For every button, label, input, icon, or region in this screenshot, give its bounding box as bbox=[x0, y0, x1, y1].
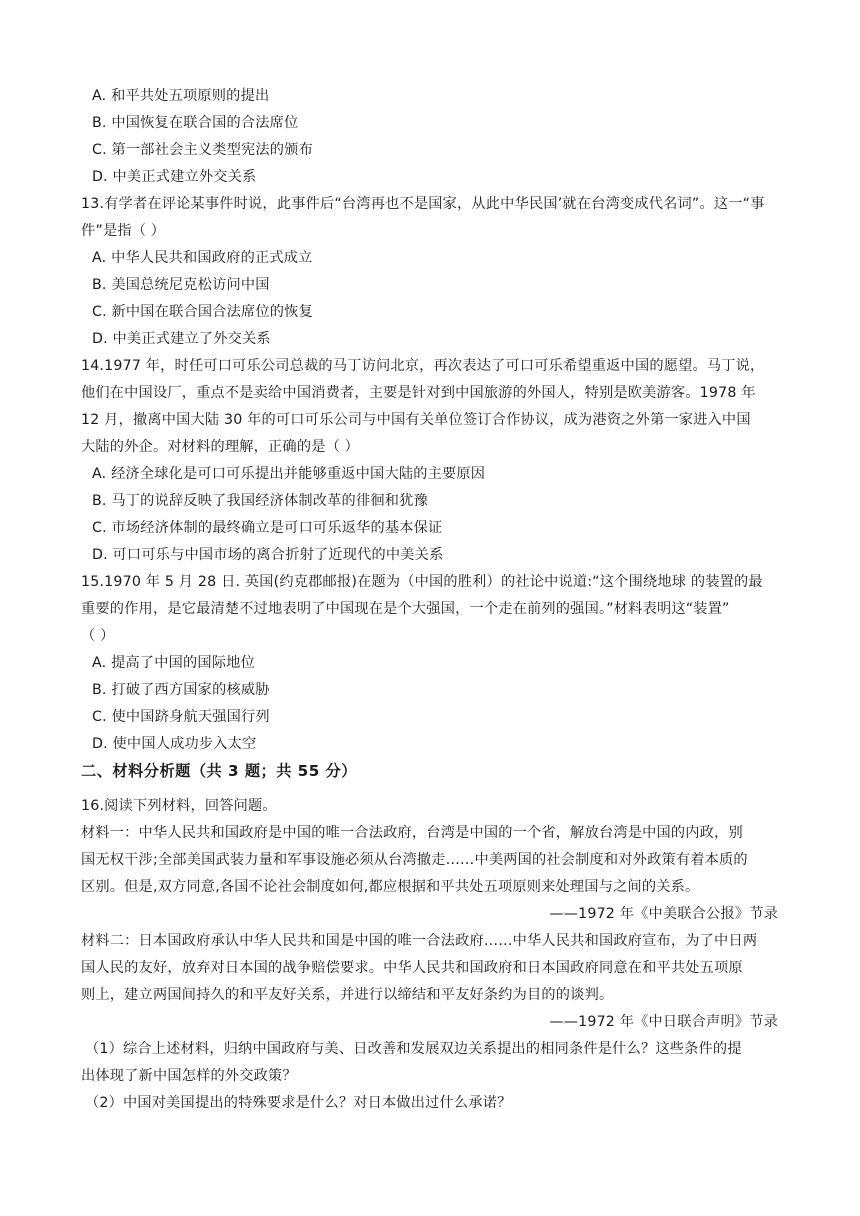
q15-option-a: A. 提高了中国的国际地位 bbox=[92, 655, 255, 671]
q16-material-2-line-3: 则上，建立两国间持久的和平友好关系，并进行以缔结和平友好条约为目的的谈判。 bbox=[81, 987, 614, 1003]
q15-option-b: B. 打破了西方国家的核威胁 bbox=[92, 682, 270, 698]
q13-option-c: C. 新中国在联合国合法席位的恢复 bbox=[92, 304, 313, 320]
q15-stem-line-2: 重要的作用，是它最清楚不过地表明了中国现在是个大强国，一个走在前列的强国。”材料表明这“装置” bbox=[81, 601, 730, 617]
q15-stem-line-3: （ ） bbox=[81, 628, 115, 644]
q16-question-1-line-2: 出体现了新中国怎样的外交政策？ bbox=[81, 1068, 297, 1084]
q14-option-a: A. 经济全球化是可口可乐提出并能够重返中国大陆的主要原因 bbox=[92, 466, 486, 482]
q14-option-c: C. 市场经济体制的最终确立是可口可乐返华的基本保证 bbox=[92, 520, 443, 536]
q12-option-c: C. 第一部社会主义类型宪法的颁布 bbox=[92, 142, 313, 158]
q16-material-2-source: ——1972 年《中日联合声明》节录 bbox=[549, 1014, 778, 1030]
q16-question-1-line-1: （1）综合上述材料，归纳中国政府与美、日改善和发展双边关系提出的相同条件是什么？这些条件的提 bbox=[85, 1041, 742, 1057]
q13-option-a: A. 中华人民共和国政府的正式成立 bbox=[92, 250, 313, 266]
q14-stem-line-2: 他们在中国设厂，重点不是卖给中国消费者，主要是针对到中国旅游的外国人，特别是欧美游客。1978 年 bbox=[81, 385, 756, 401]
q12-option-d: D. 中美正式建立外交关系 bbox=[92, 169, 257, 185]
q13-option-d: D. 中美正式建立了外交关系 bbox=[92, 331, 271, 347]
q14-stem-line-3: 12 月，撤离中国大陆 30 年的可口可乐公司与中国有关单位签订合作协议，成为港资之外第一家进入中国 bbox=[81, 412, 751, 428]
q15-stem-line-1: 15.1970 年 5 月 28 日. 英国(约克郡邮报)在题为（中国的胜利）的社论中说道:“这个围绕地球 的装置的最 bbox=[81, 574, 763, 590]
q12-option-a: A. 和平共处五项原则的提出 bbox=[92, 88, 270, 104]
q14-option-d: D. 可口可乐与中国市场的离合折射了近现代的中美关系 bbox=[92, 547, 444, 563]
q14-option-b: B. 马丁的说辞反映了我国经济体制改革的徘徊和犹豫 bbox=[92, 493, 428, 509]
q13-option-b: B. 美国总统尼克松访问中国 bbox=[92, 277, 270, 293]
q16-material-2-line-2: 国人民的友好，放弃对日本国的战争赔偿要求。中华人民共和国政府和日本国政府同意在和平共处五项原 bbox=[81, 960, 743, 976]
q16-material-1-line-3: 区别。但是,双方同意,各国不论社会制度如何,都应根据和平共处五项原则来处理国与之间的关系。 bbox=[81, 879, 700, 895]
q12-option-b: B. 中国恢复在联合国的合法席位 bbox=[92, 115, 299, 131]
q16-material-1-line-1: 材料一：中华人民共和国政府是中国的唯一合法政府，台湾是中国的一个省，解放台湾是中国的内政，别 bbox=[81, 825, 743, 841]
q15-option-d: D. 使中国人成功步入太空 bbox=[92, 736, 257, 752]
q16-material-1-source: ——1972 年《中美联合公报》节录 bbox=[549, 906, 778, 922]
q16-material-2-line-1: 材料二：日本国政府承认中华人民共和国是中国的唯一合法政府……中华人民共和国政府宣布，为了中日两 bbox=[81, 933, 758, 949]
q16-intro: 16.阅读下列材料，回答问题。 bbox=[81, 798, 277, 814]
q16-material-1-line-2: 国无权干涉;全部美国武装力量和军事设施必须从台湾撤走……中美两国的社会制度和对外政策有着本质的 bbox=[81, 852, 748, 868]
section-heading: 二、材料分析题（共 3 题；共 55 分） bbox=[81, 762, 357, 780]
q14-stem-line-4: 大陆的外企。对材料的理解，正确的是（ ） bbox=[81, 439, 360, 455]
q16-question-2: （2）中国对美国提出的特殊要求是什么？对日本做出过什么承诺？ bbox=[85, 1095, 512, 1111]
q14-stem-line-1: 14.1977 年，时任可口可乐公司总裁的马丁访问北京，再次表达了可口可乐希望重返中国的愿望。马丁说， bbox=[81, 358, 765, 374]
q13-stem-line-1: 13.有学者在评论某事件时说，此事件后“台湾再也不是国家，从此中华民国’就在台湾变成代名词”。这一“事 bbox=[81, 196, 765, 212]
q15-option-c: C. 使中国跻身航天强国行列 bbox=[92, 709, 270, 725]
q13-stem-line-2: 件”是指（ ） bbox=[81, 223, 166, 239]
